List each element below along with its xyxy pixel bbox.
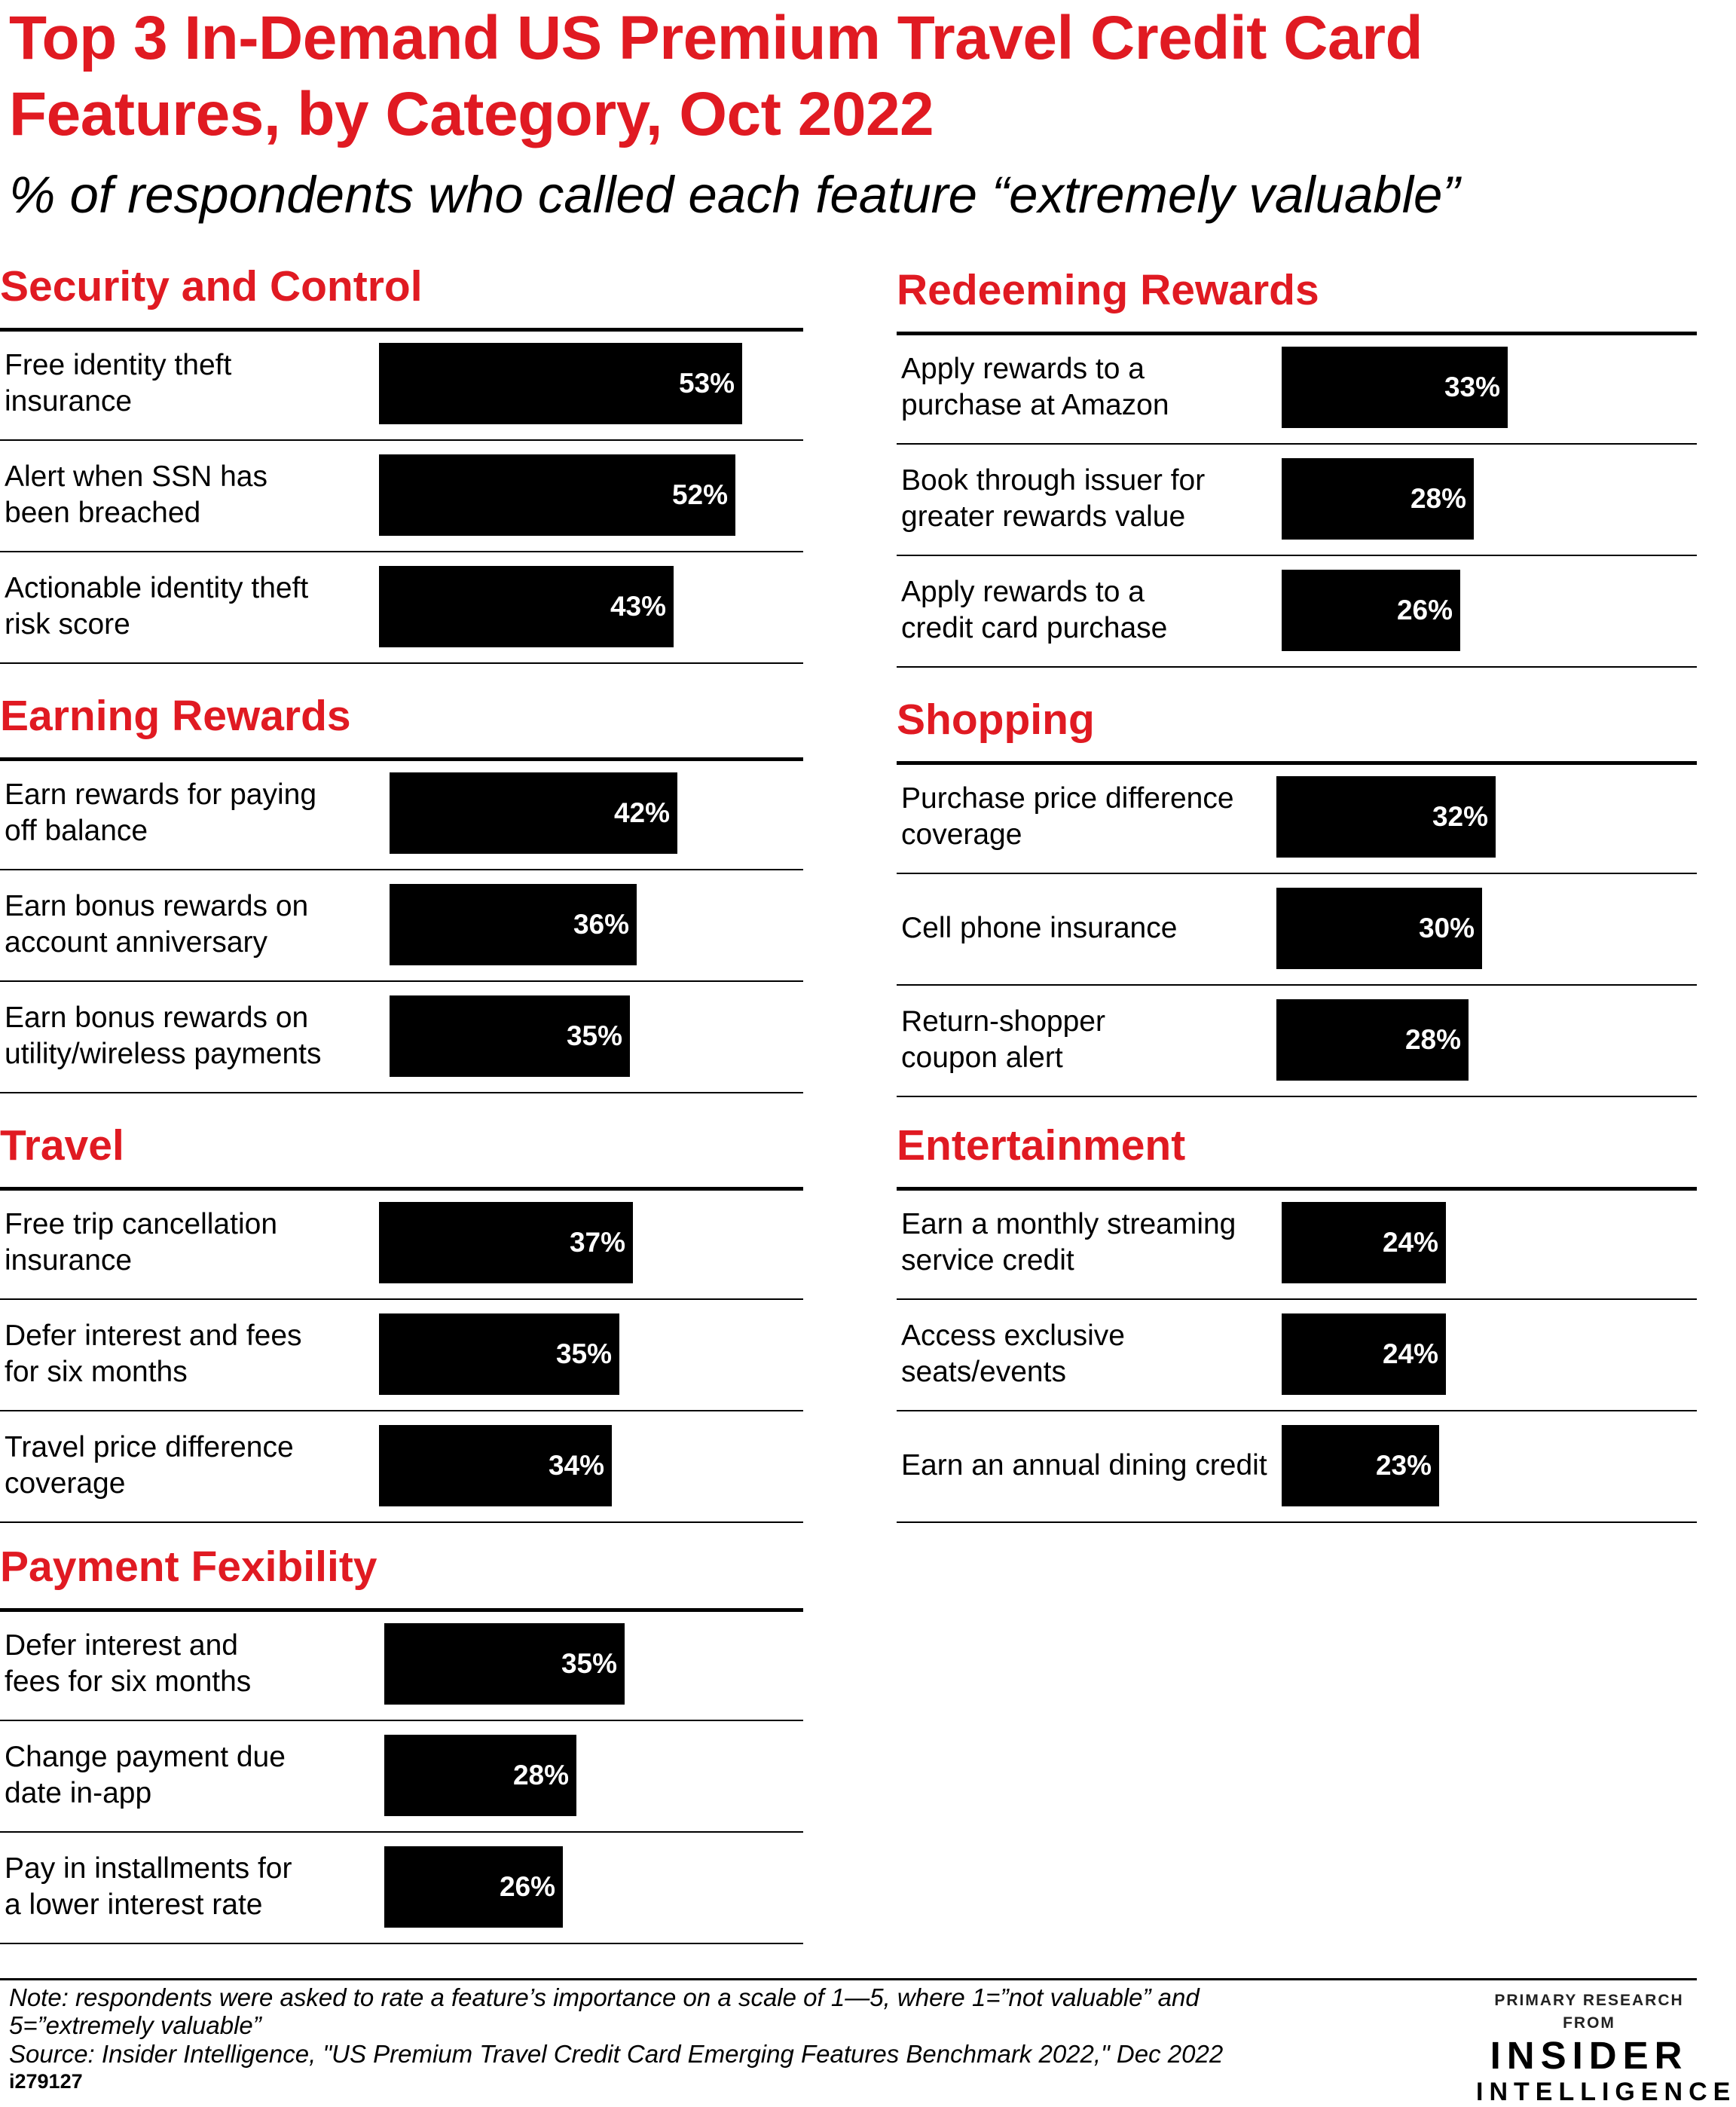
category-rule bbox=[897, 1187, 1697, 1191]
row-divider bbox=[0, 439, 803, 441]
logo-wordmark-top: INSIDER bbox=[1490, 2034, 1689, 2077]
value-label: 35% bbox=[566, 1020, 622, 1051]
category-title: Payment Fexibility bbox=[0, 1543, 377, 1591]
value-label: 52% bbox=[671, 479, 728, 510]
value-label: 36% bbox=[573, 909, 629, 940]
category-title: Earning Rewards bbox=[0, 692, 351, 740]
value-bar bbox=[379, 454, 735, 536]
value-label: 26% bbox=[1396, 595, 1453, 625]
value-bar bbox=[390, 772, 677, 854]
value-label: 24% bbox=[1382, 1227, 1438, 1258]
row-divider bbox=[0, 1298, 803, 1300]
row-divider bbox=[0, 662, 803, 664]
footer-divider bbox=[0, 1978, 1697, 1980]
feature-label: Free trip cancellation insurance bbox=[5, 1208, 278, 1277]
row-divider bbox=[897, 873, 1697, 874]
category-panel bbox=[0, 260, 803, 667]
category-rule bbox=[0, 328, 803, 332]
category-title: Shopping bbox=[897, 696, 1095, 744]
category-panel bbox=[897, 264, 1697, 671]
feature-label: Cell phone insurance bbox=[901, 912, 1178, 944]
value-label: 43% bbox=[610, 591, 666, 622]
value-label: 53% bbox=[678, 368, 735, 399]
value-bar bbox=[379, 566, 674, 647]
feature-label: Earn an annual dining credit bbox=[901, 1449, 1267, 1482]
feature-label: Defer interest and fees for six months bbox=[5, 1629, 252, 1698]
value-bar bbox=[1282, 458, 1474, 540]
row-divider bbox=[897, 666, 1697, 668]
value-label: 30% bbox=[1418, 913, 1475, 943]
value-bar bbox=[1276, 888, 1482, 969]
value-label: 37% bbox=[569, 1227, 625, 1258]
category-panel bbox=[897, 1119, 1697, 1526]
category-panel bbox=[0, 1119, 803, 1526]
feature-label: Apply rewards to a credit card purchase bbox=[901, 576, 1168, 644]
category-rule bbox=[0, 757, 803, 761]
category-title: Redeeming Rewards bbox=[897, 266, 1319, 314]
feature-label: Defer interest and fees for six months bbox=[5, 1320, 302, 1388]
row-divider bbox=[897, 1410, 1697, 1411]
row-divider bbox=[0, 869, 803, 870]
category-title: Entertainment bbox=[897, 1121, 1186, 1170]
row-divider bbox=[897, 555, 1697, 556]
row-divider bbox=[0, 1092, 803, 1093]
value-label: 35% bbox=[561, 1648, 617, 1679]
feature-label: Pay in installments for a lower interest rate bbox=[5, 1852, 292, 1921]
row-divider bbox=[0, 551, 803, 552]
value-bar bbox=[1282, 1425, 1439, 1506]
value-bar bbox=[384, 1735, 576, 1816]
row-divider bbox=[897, 1298, 1697, 1300]
value-bar bbox=[379, 1425, 612, 1506]
value-bar bbox=[390, 884, 637, 965]
row-divider bbox=[0, 1831, 803, 1833]
feature-label: Alert when SSN has been breached bbox=[5, 460, 268, 529]
value-label: 32% bbox=[1432, 801, 1488, 832]
value-bar bbox=[384, 1623, 625, 1705]
value-bar bbox=[379, 1202, 633, 1283]
row-divider bbox=[0, 1521, 803, 1523]
row-divider bbox=[0, 980, 803, 982]
feature-label: Earn rewards for paying off balance bbox=[5, 778, 317, 847]
feature-label: Actionable identity theft risk score bbox=[5, 572, 309, 641]
insider-intelligence-logo bbox=[1476, 1989, 1736, 2107]
row-divider bbox=[0, 1943, 803, 1944]
feature-label: Earn bonus rewards on utility/wireless payments bbox=[5, 1002, 322, 1070]
value-bar bbox=[1282, 570, 1460, 651]
feature-label: Travel price difference coverage bbox=[5, 1431, 294, 1500]
value-label: 42% bbox=[613, 797, 670, 828]
category-panel bbox=[0, 690, 803, 1096]
row-divider bbox=[897, 1521, 1697, 1523]
value-label: 34% bbox=[548, 1450, 604, 1481]
logo-wordmark-bottom: INTELLIGENCE bbox=[1476, 2078, 1736, 2106]
feature-label: Earn bonus rewards on account anniversary bbox=[5, 890, 309, 959]
value-label: 24% bbox=[1382, 1338, 1438, 1369]
value-bar bbox=[1276, 776, 1496, 858]
feature-label: Purchase price difference coverage bbox=[901, 782, 1234, 851]
category-rule bbox=[897, 332, 1697, 335]
feature-label: Book through issuer for greater rewards value bbox=[901, 464, 1206, 533]
feature-label: Access exclusive seats/events bbox=[901, 1320, 1125, 1388]
row-divider bbox=[0, 1410, 803, 1411]
value-bar bbox=[1282, 1313, 1446, 1395]
row-divider bbox=[897, 1096, 1697, 1097]
value-bar bbox=[1282, 347, 1508, 428]
row-divider bbox=[897, 984, 1697, 986]
chart-subtitle: % of respondents who called each feature “extremely valuable” bbox=[9, 166, 1460, 224]
source-line: Source: Insider Intelligence, "US Premium Travel Credit Card Emerging Features Benchmark 2022," Dec 2022 bbox=[9, 2040, 1224, 2068]
value-bar bbox=[379, 1313, 619, 1395]
value-label: 28% bbox=[1410, 483, 1466, 514]
feature-label: Apply rewards to a purchase at Amazon bbox=[901, 353, 1169, 421]
value-label: 35% bbox=[555, 1338, 612, 1369]
value-bar bbox=[390, 995, 630, 1077]
category-rule bbox=[0, 1608, 803, 1612]
value-label: 28% bbox=[1404, 1024, 1461, 1055]
category-panel bbox=[897, 693, 1697, 1100]
feature-label: Earn a monthly streaming service credit bbox=[901, 1208, 1236, 1277]
row-divider bbox=[897, 443, 1697, 445]
chart-id: i279127 bbox=[9, 2070, 83, 2093]
category-title: Travel bbox=[0, 1121, 124, 1170]
value-bar bbox=[1276, 999, 1469, 1081]
footnote: Note: respondents were asked to rate a feature’s importance on a scale of 1—5, where 1=”not valuable” and 5=”extremely valuable” bbox=[9, 1983, 1200, 2039]
feature-label: Return-shopper coupon alert bbox=[901, 1005, 1105, 1074]
value-label: 33% bbox=[1444, 372, 1500, 402]
feature-label: Change payment due date in-app bbox=[5, 1741, 286, 1809]
value-bar bbox=[379, 343, 742, 424]
category-title: Security and Control bbox=[0, 262, 423, 310]
chart-title: Top 3 In-Demand US Premium Travel Credit Card Features, by Category, Oct 2022 bbox=[9, 4, 1423, 148]
feature-label: Free identity theft insurance bbox=[5, 349, 232, 417]
row-divider bbox=[0, 1720, 803, 1721]
category-rule bbox=[897, 761, 1697, 765]
category-rule bbox=[0, 1187, 803, 1191]
value-label: 28% bbox=[512, 1760, 569, 1790]
logo-tagline: PRIMARY RESEARCH FROM bbox=[1494, 1992, 1684, 2032]
value-label: 26% bbox=[499, 1871, 555, 1902]
value-bar bbox=[384, 1846, 563, 1928]
value-bar bbox=[1282, 1202, 1446, 1283]
value-label: 23% bbox=[1375, 1450, 1432, 1481]
category-panel bbox=[0, 1540, 803, 1947]
